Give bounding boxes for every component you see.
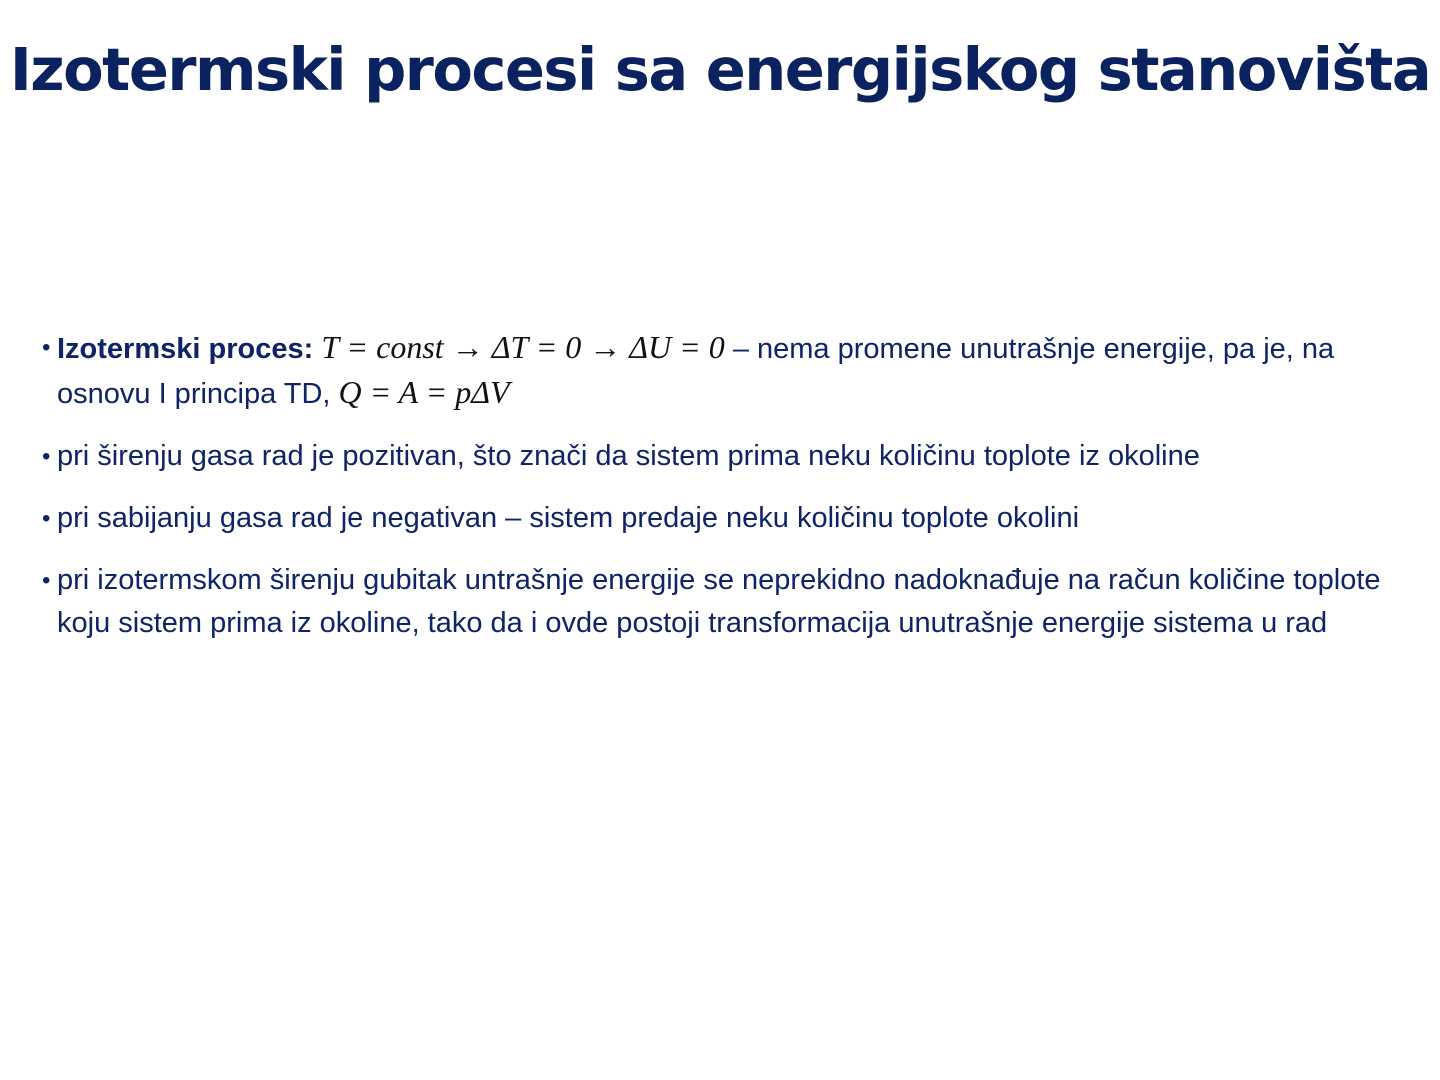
- bullet-compression: [42, 497, 1422, 540]
- bullet-energy-transformation: [42, 559, 1422, 645]
- bullet-text: – nema promene unutrašnje energije, pa je, na osnovu I principa TD,: [57, 333, 1335, 410]
- bullet-icon: •: [42, 334, 51, 361]
- bullet-text: pri širenju gasa rad je pozitivan, što znači da sistem prima neku količinu toplote iz okoline: [57, 440, 1200, 472]
- bullet-bold-label: Izotermski proces:: [57, 333, 314, 365]
- bullet-text: pri izotermskom širenju gubitak untrašnje energije se neprekidno nadoknađuje na račun količine toplote koju sistem prima iz okoline, tako da i ovde postoji transformacija unutrašnje energije sistema u rad: [57, 564, 1381, 639]
- bullet-icon: •: [42, 443, 51, 470]
- equation-internal-energy: T = const → ΔT = 0 → ΔU = 0: [321, 329, 725, 365]
- bullet-icon: •: [42, 505, 51, 532]
- bullet-isothermal-definition: [42, 326, 1422, 416]
- bullet-icon: •: [42, 567, 51, 594]
- slide-title: Izotermski procesi sa energijskog stanovišta: [9, 35, 1431, 104]
- slide-body: [42, 326, 1422, 664]
- equation-heat-work: Q = A = pΔV: [338, 374, 510, 410]
- bullet-text: pri sabijanju gasa rad je negativan – sistem predaje neku količinu toplote okolini: [57, 502, 1080, 534]
- bullet-expansion: [42, 435, 1422, 478]
